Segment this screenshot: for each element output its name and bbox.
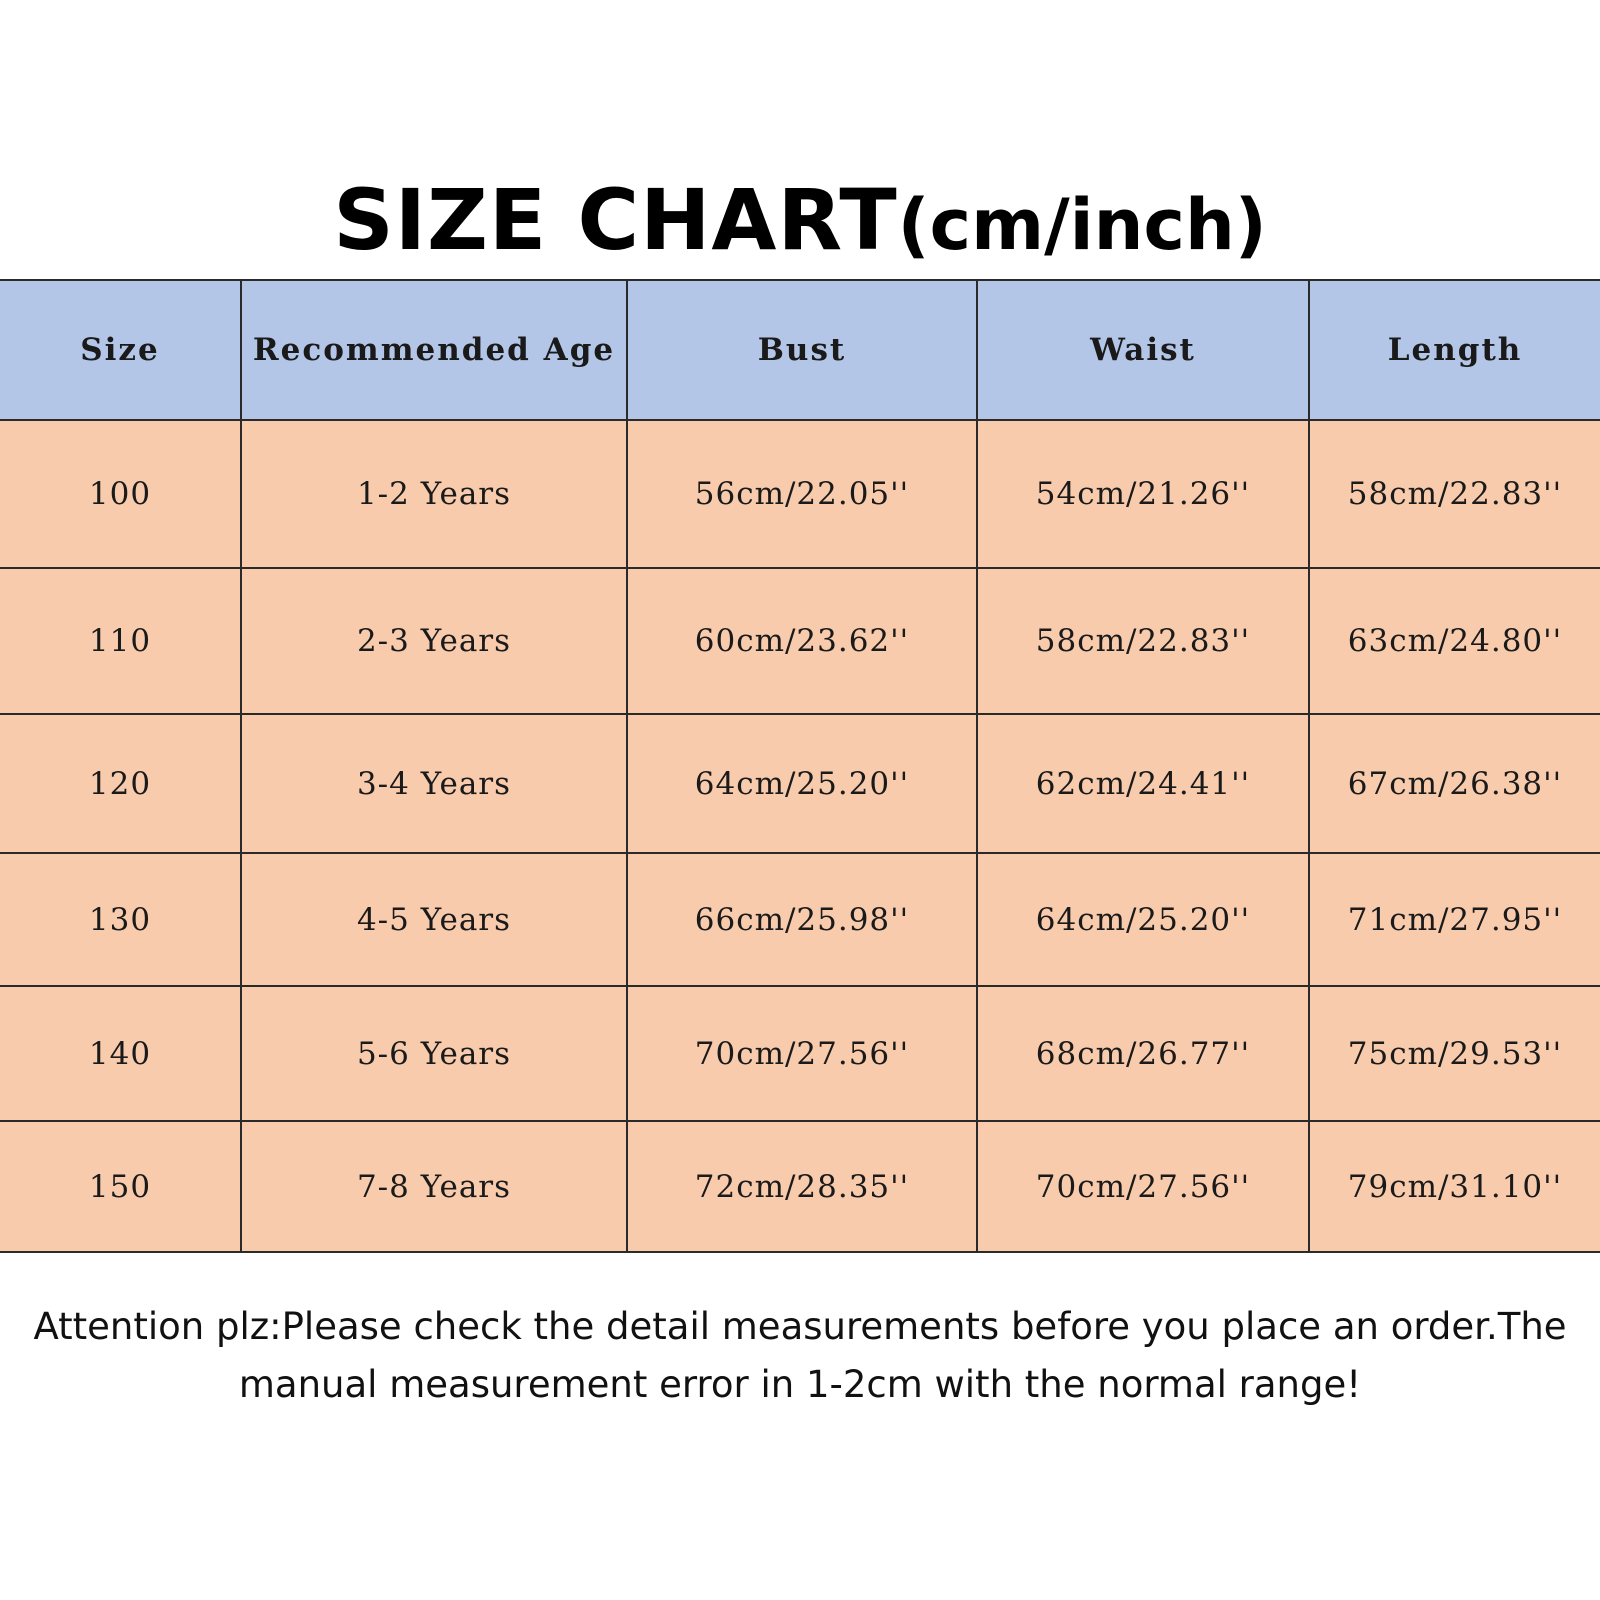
column-header-bust: Bust: [627, 280, 977, 420]
cell-waist: 64cm/25.20'': [977, 853, 1309, 986]
attention-note-line-2: manual measurement error in 1-2cm with the normal range!: [238, 1363, 1362, 1406]
cell-waist: 68cm/26.77'': [977, 986, 1309, 1121]
cell-size: 150: [0, 1121, 241, 1252]
cell-bust: 66cm/25.98'': [627, 853, 977, 986]
cell-age: 3-4 Years: [241, 714, 627, 853]
cell-waist: 58cm/22.83'': [977, 568, 1309, 714]
cell-length: 63cm/24.80'': [1309, 568, 1600, 714]
cell-waist: 62cm/24.41'': [977, 714, 1309, 853]
cell-age: 1-2 Years: [241, 420, 627, 568]
cell-bust: 60cm/23.62'': [627, 568, 977, 714]
column-header-size: Size: [0, 280, 241, 420]
table-row: [0, 1121, 1600, 1252]
table-row: [0, 420, 1600, 568]
attention-note-line-1: Attention plz:Please check the detail measurements before you place an order.The: [33, 1305, 1567, 1348]
cell-length: 58cm/22.83'': [1309, 420, 1600, 568]
cell-age: 4-5 Years: [241, 853, 627, 986]
cell-waist: 70cm/27.56'': [977, 1121, 1309, 1252]
cell-bust: 72cm/28.35'': [627, 1121, 977, 1252]
cell-age: 5-6 Years: [241, 986, 627, 1121]
size-table: [0, 279, 1600, 1253]
chart-title-main: SIZE CHART: [333, 171, 898, 269]
column-header-length: Length: [1309, 280, 1600, 420]
cell-bust: 64cm/25.20'': [627, 714, 977, 853]
cell-length: 67cm/26.38'': [1309, 714, 1600, 853]
chart-title: [0, 171, 1600, 269]
cell-bust: 56cm/22.05'': [627, 420, 977, 568]
column-header-recommended-age: Recommended Age: [241, 280, 627, 420]
cell-bust: 70cm/27.56'': [627, 986, 977, 1121]
cell-size: 100: [0, 420, 241, 568]
table-row: [0, 853, 1600, 986]
table-row: [0, 986, 1600, 1121]
column-header-waist: Waist: [977, 280, 1309, 420]
cell-length: 75cm/29.53'': [1309, 986, 1600, 1121]
cell-size: 130: [0, 853, 241, 986]
attention-note: [0, 1298, 1600, 1414]
cell-size: 110: [0, 568, 241, 714]
chart-title-unit: (cm/inch): [897, 184, 1267, 266]
header-row: [0, 280, 1600, 420]
cell-length: 79cm/31.10'': [1309, 1121, 1600, 1252]
table-row: [0, 714, 1600, 853]
cell-age: 2-3 Years: [241, 568, 627, 714]
cell-age: 7-8 Years: [241, 1121, 627, 1252]
cell-length: 71cm/27.95'': [1309, 853, 1600, 986]
cell-size: 140: [0, 986, 241, 1121]
cell-size: 120: [0, 714, 241, 853]
cell-waist: 54cm/21.26'': [977, 420, 1309, 568]
table-row: [0, 568, 1600, 714]
